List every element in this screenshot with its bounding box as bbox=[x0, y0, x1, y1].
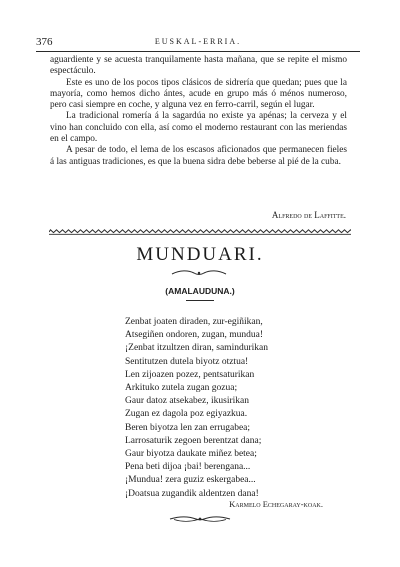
running-title: EUSKAL-ERRIA. bbox=[154, 37, 242, 46]
verse-line: Atsegiñen ondoren, zugan, mundua! bbox=[125, 330, 263, 341]
verse-line: ¡Mundua! zera guziz eskergabea... bbox=[125, 475, 256, 486]
paragraph: Este es uno de los pocos tipos clásicos de sidrería que quedan; pues que la mayoría, como hemos dicho ántes, acude en grupo más ó ménos numeroso, pero casi siempre en coche, y alguna vez en ferro-carril, según el lugar. bbox=[50, 77, 347, 111]
verse-line: Beren biyotza len zan errugabea; bbox=[125, 422, 251, 433]
poem-title: MUNDUARI. bbox=[136, 244, 264, 265]
verse-line: Sentitutzen dutela biyotz otztua! bbox=[125, 356, 249, 367]
verse-line: Zenbat joaten diraden, zur-egiñikan, bbox=[125, 317, 263, 327]
verse-line: Zugan ez dagola poz egiyazkua. bbox=[125, 409, 248, 420]
verse-line: ¡Zenbat itzultzen diran, samindurikan bbox=[125, 343, 268, 354]
poem-verses bbox=[125, 316, 325, 501]
verse-line: Gaur biyotza daukate miñez betea; bbox=[125, 449, 257, 460]
paragraph: A pesar de todo, el lema de los escasos aficionados que permanecen fieles á las antiguas tradiciones, es que la buena sidra debe beberse al pié de la cuba. bbox=[50, 145, 347, 167]
page-header bbox=[36, 36, 360, 52]
verse-line: Arkituko zutela zugan gozua; bbox=[125, 383, 238, 394]
header-rule bbox=[36, 51, 360, 52]
ornament-swash bbox=[170, 269, 228, 277]
subtitle-underline bbox=[186, 300, 214, 301]
poem-signature: Karmelo Echegaray-koak. bbox=[229, 499, 323, 509]
paragraph: La tradicional romería á la sagardúa no existe ya apénas; la cerveza y el vino han concluido con ella, así como el moderno restaurant con las meriendas en el campo. bbox=[50, 111, 347, 145]
end-ornament bbox=[168, 515, 232, 523]
article-signature: Alfredo de Laffitte. bbox=[271, 210, 346, 220]
verse-line: Pena beti dijoa ¡bai! berengana... bbox=[125, 462, 251, 473]
page-number: 376 bbox=[36, 36, 53, 48]
poem-subtitle: (AMALAUDUNA.) bbox=[165, 286, 235, 296]
paragraph: aguardiente y se acuesta tranquilamente hasta mañana, que se repite el mismo espectáculo. bbox=[50, 55, 347, 77]
article-body bbox=[50, 55, 347, 168]
verse-line: Gaur datoz atsekabez, ikusirikan bbox=[125, 396, 249, 407]
wavy-divider bbox=[49, 229, 351, 235]
verse-line: Larrosaturik zegoen berentzat dana; bbox=[125, 435, 262, 446]
verse-line: ¡Doatsua zugandik aldentzen dana! bbox=[125, 488, 259, 499]
verse-line: Len zijoazen pozez, pentsaturikan bbox=[125, 369, 255, 380]
